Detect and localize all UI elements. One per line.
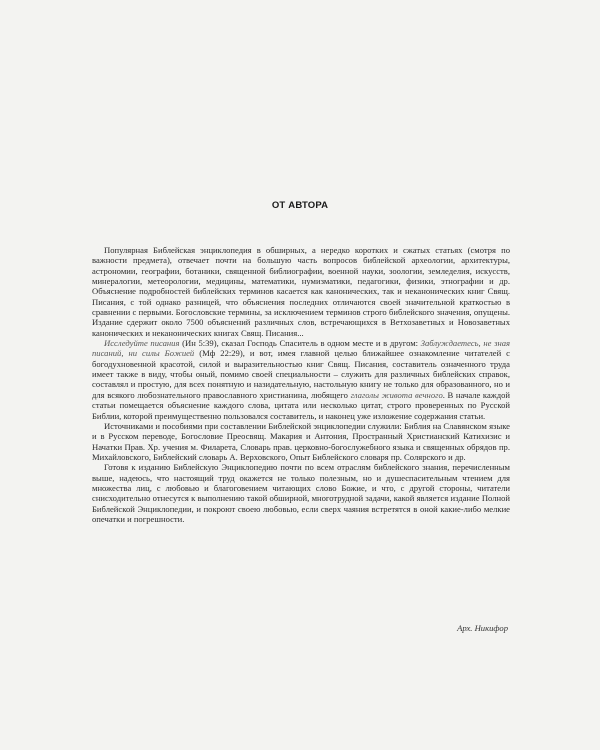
scripture-quote-3: глаголы живота вечного: [350, 389, 443, 400]
scripture-quote-2: Заблуждаетесь, не зная писаний, ни силы Божией: [92, 338, 511, 359]
paragraph-2-text-3: . В начале каждой статьи помещается объяснение каждого слова, цитата или несколько цитат, строго проверенных по Русской Библии, которой преимущественно пользовался составитель, и наконец уже изложение содержания статьи.: [92, 389, 511, 421]
paragraph-3: Источниками и пособиями при составлении Библейской энциклопедии служили: Библия на Славянском языке и в Русском переводе, Богословие Преосвящ. Макария и Антония, Пространный Христианский Катихизис и Начатки Прав. Хр. учения м. Филарета, Словарь прав. церковно-богослужебного языка и священных обрядов пр. Михайловского, Библейский словарь А. Верховского, Опыт Библейского словаря пр. Солярского и др.: [92, 420, 510, 462]
paragraph-1: Популярная Библейская энциклопедия в обширных, а нередко коротких и сжатых статьях (смотря по важности предмета), отвечает почти на большую часть вопросов библейской археологии, архитектуры, астрономии, географии, ботаники, священной библиографии, военной науки, зоологии, земледелия, искусств, минералогии, метеорологии, медицины, математики, нумизматики, педагогики, физики, этнографии и др. Объяснение подробностей библейских терминов касается как канонических, так и неканонических книг Свящ. Писания, с той однако разницей, что объяснения последних отличаются своей значительной краткостью в сравнении с первыми. Богословские термины, за исключением терминов строго библейского значения, опущены. Издание сдержит около 7500 объяснений различных слов, встречающихся в Ветхозаветных и Новозаветных канонических и неканонических книгах Свящ. Писания...: [92, 245, 510, 338]
scripture-quote-1: Исследуйте писания: [104, 338, 180, 349]
section-title: ОТ АВТОРА: [271, 200, 329, 211]
preface-text: [92, 245, 510, 524]
paragraph-2-text-1: (Ин 5:39), сказал Господь Спаситель в одном месте и в другом:: [179, 338, 421, 349]
author-signature: Арх. Никифор: [457, 623, 508, 633]
paragraph-2: [92, 338, 510, 421]
paragraph-4: Готовя к изданию Библейскую Энциклопедию почти по всем отраслям библейского знания, перечисленным выше, надеюсь, что настоящий труд окажется не только полезным, но и душеспасительным чтением для множества лиц, с любовью и благоговением читающих слово Божие, и что, с другой стороны, читатели снисходительно отнесутся к выполнению такой обширной, многотрудной задачи, какой является издание Полной Библейской Энциклопедии, и покроют своею любовью, если сверх чаяния встретятся в оной какие-либо мелкие опечатки и погрешности.: [92, 462, 510, 524]
paragraph-2-text-2: (Мф 22:29), и вот, имея главной целью ближайшее ознакомление читателей с богодухновенной красотой, силой и выразительностью книг Свящ. Писания, составитель означенного труда имеет также в виду, чтобы оный, помимо своей специальности – служить для различных библейских справок, составлял и простую, для всех понятную и назидательную, настольную книгу не только для образованного, но и для всякого любознательного православного христианина, любящего: [92, 348, 510, 400]
